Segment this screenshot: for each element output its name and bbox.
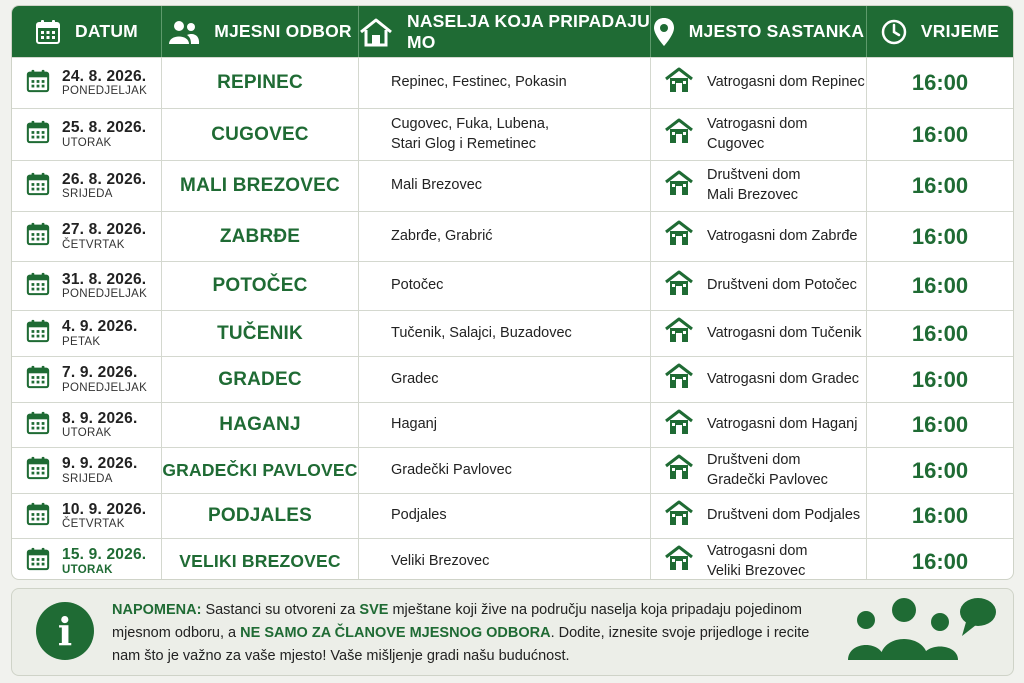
cell-odbor: CUGOVEC	[162, 109, 359, 160]
day-value: ČETVRTAK	[62, 518, 125, 531]
cell-mjesto	[651, 403, 867, 447]
date-value: 8. 9. 2026.	[62, 409, 138, 427]
mjesto-value: Vatrogasni dom Veliki Brezovec	[707, 542, 808, 579]
cell-naselja: Repinec, Festinec, Pokasin	[359, 58, 651, 108]
cell-date	[12, 539, 162, 580]
house-icon	[665, 170, 693, 203]
cell-vrijeme: 16:00	[911, 273, 969, 298]
table-row	[12, 538, 1013, 580]
cell-odbor: REPINEC	[162, 58, 359, 108]
cell-mjesto	[651, 311, 867, 356]
cell-mjesto	[651, 109, 867, 160]
clock-icon	[881, 19, 907, 45]
house-icon	[665, 500, 693, 533]
cell-odbor: VELIKI BREZOVEC	[162, 539, 359, 580]
cell-naselja: Gradec	[359, 357, 651, 402]
date-value: 10. 9. 2026.	[62, 500, 147, 518]
table-row	[12, 261, 1013, 310]
table-header	[12, 6, 1013, 57]
header-naselja-label: NASELJA KOJA PRIPADAJU MO	[407, 10, 650, 52]
header-datum-label: DATUM	[75, 21, 138, 41]
calendar-icon	[26, 502, 50, 531]
people-icon	[168, 19, 200, 45]
cell-vrijeme: 16:00	[911, 366, 969, 392]
cell-odbor: MALI BREZOVEC	[162, 161, 359, 211]
calendar-icon	[26, 365, 50, 394]
cell-vrijeme: 16:00	[911, 173, 969, 198]
house-icon	[665, 67, 693, 100]
table-row	[12, 108, 1013, 160]
day-value: SRIJEDA	[62, 472, 113, 485]
calendar-icon	[26, 456, 50, 485]
note-sve: SVE	[359, 602, 389, 618]
cell-vrijeme: 16:00	[911, 548, 969, 574]
cell-vrijeme: 16:00	[911, 412, 969, 437]
cell-odbor: POTOČEC	[162, 262, 359, 310]
day-value: PETAK	[62, 335, 101, 348]
cell-odbor: TUČENIK	[162, 311, 359, 356]
house-icon	[665, 454, 693, 487]
calendar-icon	[26, 272, 50, 301]
calendar-icon	[26, 319, 50, 348]
cell-mjesto	[651, 58, 867, 108]
day-value: ČETVRTAK	[62, 238, 125, 251]
mjesto-value: Vatrogasni dom Gradec	[707, 370, 860, 387]
cell-mjesto	[651, 357, 867, 402]
cell-date	[12, 109, 162, 160]
cell-naselja: Tučenik, Salajci, Buzadovec	[359, 311, 651, 356]
header-mjesto-label: MJESTO SASTANKA	[688, 21, 865, 41]
house-icon	[665, 363, 693, 396]
cell-vrijeme: 16:00	[911, 503, 969, 528]
cell-vrijeme: 16:00	[911, 457, 969, 483]
date-value: 25. 8. 2026.	[62, 119, 147, 137]
cell-date	[12, 161, 162, 211]
cell-naselja: Zabrđe, Grabrić	[359, 212, 651, 261]
day-value: SRIJEDA	[62, 188, 113, 201]
date-value: 7. 9. 2026.	[62, 364, 138, 382]
cell-date	[12, 448, 162, 493]
mjesto-value: Vatrogasni dom Cugovec	[707, 115, 808, 152]
calendar-icon	[26, 547, 50, 576]
date-value: 24. 8. 2026.	[62, 67, 147, 85]
cell-naselja: Veliki Brezovec	[359, 539, 651, 580]
house-icon	[665, 118, 693, 151]
cell-naselja: Podjales	[359, 494, 651, 538]
header-odbor-label: MJESNI ODBOR	[214, 21, 352, 41]
calendar-icon	[26, 172, 50, 201]
day-value: UTORAK	[62, 427, 112, 440]
calendar-icon	[26, 120, 50, 149]
house-icon	[665, 220, 693, 253]
cell-date	[12, 262, 162, 310]
header-vrijeme-label: VRIJEME	[920, 21, 1000, 41]
cell-odbor: GRADEC	[162, 357, 359, 402]
table-body	[12, 57, 1013, 580]
date-value: 27. 8. 2026.	[62, 221, 147, 239]
day-value: UTORAK	[62, 136, 112, 149]
cell-mjesto	[651, 212, 867, 261]
date-value: 26. 8. 2026.	[62, 170, 147, 188]
header-naselja	[359, 6, 651, 57]
mjesto-value: Društveni dom Mali Brezovec	[707, 167, 801, 203]
header-datum	[12, 6, 162, 57]
cell-mjesto	[651, 262, 867, 310]
day-value: PONEDJELJAK	[62, 381, 148, 394]
mjesto-value: Društveni dom Gradečki Pavlovec	[707, 451, 828, 488]
day-value: PONEDJELJAK	[62, 288, 148, 301]
cell-date	[12, 311, 162, 356]
table-row	[12, 211, 1013, 261]
cell-vrijeme: 16:00	[911, 223, 969, 249]
table-row	[12, 356, 1013, 402]
header-mjesto	[651, 6, 867, 57]
cell-naselja: Haganj	[359, 403, 651, 447]
note-part-1: Sastanci su otvoreni za	[201, 602, 360, 618]
calendar-icon	[35, 19, 61, 45]
cell-naselja: Mali Brezovec	[359, 161, 651, 211]
calendar-icon	[26, 411, 50, 440]
cell-mjesto	[651, 161, 867, 211]
calendar-icon	[26, 69, 50, 98]
header-vrijeme	[867, 6, 1013, 57]
table-row	[12, 57, 1013, 108]
house-icon	[359, 17, 393, 47]
mjesto-value: Društveni dom Podjales	[707, 507, 861, 524]
schedule-table	[11, 5, 1014, 580]
cell-naselja: Gradečki Pavlovec	[359, 448, 651, 493]
table-row	[12, 160, 1013, 211]
house-icon	[665, 270, 693, 303]
community-icon	[842, 596, 1000, 666]
mjesto-value: Vatrogasni dom Tučenik	[707, 324, 862, 341]
cell-mjesto	[651, 539, 867, 580]
cell-naselja: Cugovec, Fuka, Lubena, Stari Glog i Remetinec	[359, 109, 651, 160]
location-pin-icon	[653, 17, 675, 47]
house-icon	[665, 409, 693, 442]
date-value: 15. 9. 2026.	[62, 546, 147, 564]
cell-date	[12, 212, 162, 261]
date-value: 31. 8. 2026.	[62, 270, 147, 288]
mjesto-value: Vatrogasni dom Zabrđe	[707, 227, 858, 244]
date-value: 4. 9. 2026.	[62, 318, 138, 336]
cell-mjesto	[651, 494, 867, 538]
cell-odbor: HAGANJ	[162, 403, 359, 447]
cell-odbor: ZABRĐE	[162, 212, 359, 261]
cell-odbor: PODJALES	[162, 494, 359, 538]
note-text	[112, 599, 822, 668]
note-part-3: . Dodite, iznesite svoje prijedloge i recite nam što je važno za vaše mjesto! Vaše mišljenje gradi našu budućnost.	[112, 625, 810, 664]
cell-vrijeme: 16:00	[911, 70, 969, 95]
table-row	[12, 493, 1013, 538]
info-icon: i	[36, 602, 94, 660]
mjesto-value: Vatrogasni dom Haganj	[707, 416, 858, 433]
note-label: NAPOMENA:	[112, 602, 202, 618]
mjesto-value: Društveni dom Potočec	[707, 277, 857, 294]
house-icon	[665, 317, 693, 350]
day-value: UTORAK	[62, 563, 113, 576]
table-row	[12, 402, 1013, 447]
cell-vrijeme: 16:00	[911, 121, 969, 147]
house-icon	[665, 545, 693, 578]
note-box	[11, 588, 1014, 676]
cell-date	[12, 403, 162, 447]
date-value: 9. 9. 2026.	[62, 455, 138, 473]
cell-vrijeme: 16:00	[911, 320, 969, 346]
cell-odbor: GRADEČKI PAVLOVEC	[162, 448, 359, 493]
calendar-icon	[26, 222, 50, 251]
mjesto-value: Vatrogasni dom Repinec	[707, 74, 865, 91]
cell-date	[12, 357, 162, 402]
table-row	[12, 447, 1013, 493]
table-row	[12, 310, 1013, 356]
header-odbor	[162, 6, 359, 57]
cell-naselja: Potočec	[359, 262, 651, 310]
note-part-2: mještane koji žive na području naselja koja pripadaju pojedinom mjesnom odboru, a	[112, 602, 802, 641]
cell-date	[12, 494, 162, 538]
day-value: PONEDJELJAK	[62, 85, 148, 98]
note-ne-samo: NE SAMO ZA ČLANOVE MJESNOG ODBORA	[240, 625, 551, 641]
cell-mjesto	[651, 448, 867, 493]
cell-date	[12, 58, 162, 108]
